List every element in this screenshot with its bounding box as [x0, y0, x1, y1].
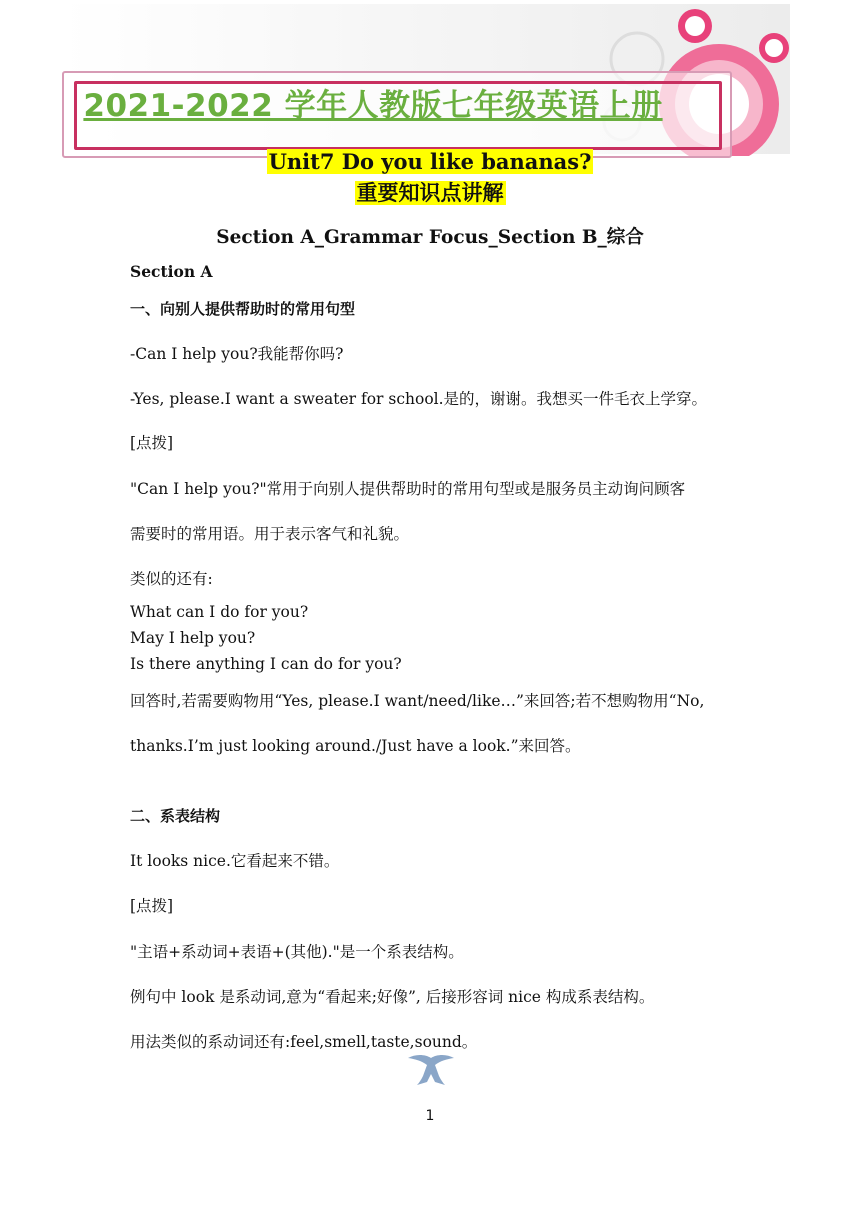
answer-line-1: 回答时,若需要购物用“Yes, please.I want/need/like…”来回答;若不想购物用“No,	[130, 692, 705, 710]
heading-linking-verb: 二、系表结构	[130, 807, 221, 825]
unit-title: Unit7 Do you like bananas?	[268, 149, 592, 174]
page-number: 1	[425, 1108, 435, 1124]
example-2: May I help you?	[130, 629, 256, 647]
similar-verbs-line: 用法类似的系动词还有:feel,smell,taste,sound。	[130, 1033, 478, 1051]
dialog-line-2: -Yes, please.I want a sweater for school.是的，谢谢。我想买一件毛衣上学穿。	[130, 390, 708, 408]
section-heading: Section A_Grammar Focus_Section B_综合	[216, 227, 644, 248]
answer-line-2: thanks.I’m just looking around./Just have a look.”来回答。	[130, 737, 581, 755]
similar-label: 类似的还有:	[130, 570, 213, 588]
example-1: What can I do for you?	[130, 603, 309, 621]
tip-label-1: [点拨]	[130, 434, 174, 452]
footer-logo-icon	[405, 1052, 457, 1088]
structure-line: "主语+系动词+表语+(其他)."是一个系表结构。	[130, 943, 464, 961]
explanation-line-1: "Can I help you?"常用于向别人提供帮助时的常用句型或是服务员主动询问顾客	[130, 480, 686, 498]
tip-label-2: [点拨]	[130, 897, 174, 915]
explanation-line-2: 需要时的常用语。用于表示客气和礼貌。	[130, 525, 410, 543]
example-sentence: It looks nice.它看起来不错。	[130, 852, 340, 870]
heading-offer-help: 一、向别人提供帮助时的常用句型	[130, 300, 356, 318]
subtitle: 重要知识点讲解	[356, 181, 504, 205]
example-3: Is there anything I can do for you?	[130, 655, 402, 673]
dialog-line-1: -Can I help you?我能帮你吗?	[130, 345, 344, 363]
explanation-look: 例句中 look 是系动词,意为“看起来;好像”, 后接形容词 nice 构成系表结构。	[130, 988, 655, 1006]
section-label: Section A	[130, 262, 213, 281]
document-title: 2021-2022 学年人教版七年级英语上册	[83, 88, 663, 124]
